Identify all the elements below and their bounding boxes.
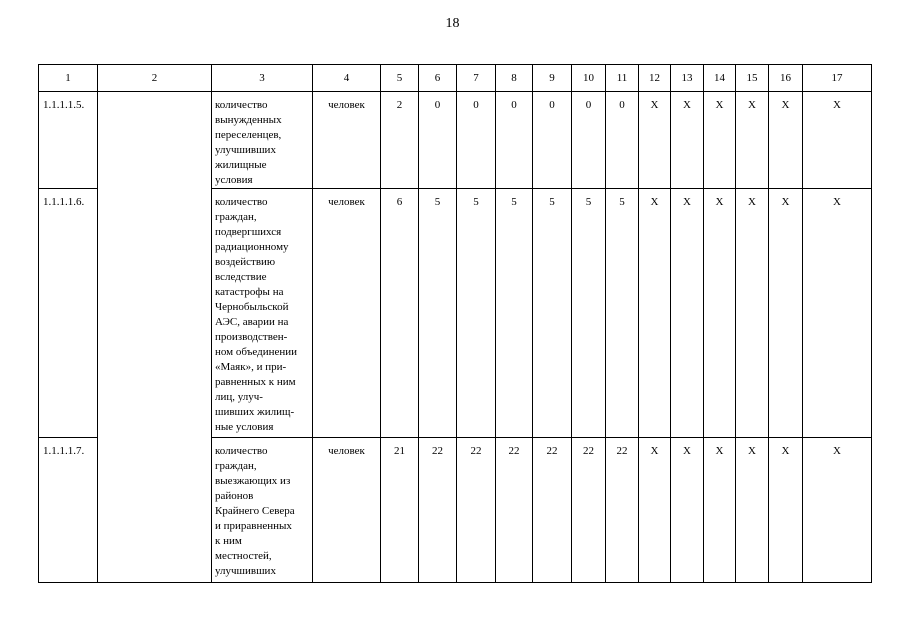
value-cell: X bbox=[704, 189, 736, 438]
name-line: производствен- bbox=[215, 331, 288, 343]
header-cell: 4 bbox=[313, 65, 381, 92]
value-cell: 5 bbox=[533, 189, 572, 438]
row-unit: человек bbox=[313, 189, 381, 438]
value-cell: 5 bbox=[496, 189, 533, 438]
name-line: АЭС, аварии на bbox=[215, 316, 289, 328]
name-line: граждан, bbox=[215, 460, 257, 472]
header-cell: 8 bbox=[496, 65, 533, 92]
header-cell: 17 bbox=[803, 65, 872, 92]
header-cell: 5 bbox=[381, 65, 419, 92]
value-cell: X bbox=[736, 438, 769, 583]
header-row bbox=[39, 65, 872, 92]
value-cell: 6 bbox=[381, 189, 419, 438]
row-name bbox=[212, 92, 313, 189]
value-cell: X bbox=[803, 189, 872, 438]
value-cell: 0 bbox=[572, 92, 606, 189]
value-cell: X bbox=[639, 92, 671, 189]
name-line: улучшивших bbox=[215, 565, 276, 577]
header-cell: 16 bbox=[769, 65, 803, 92]
name-line: выезжающих из bbox=[215, 475, 291, 487]
value-cell: 0 bbox=[606, 92, 639, 189]
header-cell: 10 bbox=[572, 65, 606, 92]
name-line: к ним bbox=[215, 535, 242, 547]
name-line: Крайнего Севера bbox=[215, 505, 295, 517]
name-line: катастрофы на bbox=[215, 286, 284, 298]
name-line: районов bbox=[215, 490, 254, 502]
row-code: 1.1.1.1.7. bbox=[39, 438, 98, 583]
value-cell: 22 bbox=[606, 438, 639, 583]
name-line: лиц, улуч- bbox=[215, 391, 263, 403]
name-line: жилищные bbox=[215, 159, 267, 171]
name-line: количество bbox=[215, 445, 268, 457]
value-cell: X bbox=[803, 92, 872, 189]
header-cell: 11 bbox=[606, 65, 639, 92]
name-line: и приравненных bbox=[215, 520, 292, 532]
value-cell: X bbox=[704, 92, 736, 189]
name-line: вынужденных bbox=[215, 114, 282, 126]
value-cell: X bbox=[639, 438, 671, 583]
value-cell: 22 bbox=[419, 438, 457, 583]
name-line: улучшивших bbox=[215, 144, 276, 156]
value-cell: 5 bbox=[419, 189, 457, 438]
value-cell: 0 bbox=[496, 92, 533, 189]
value-cell: 5 bbox=[606, 189, 639, 438]
value-cell: X bbox=[671, 438, 704, 583]
name-line: воздействию bbox=[215, 256, 276, 268]
value-cell: 22 bbox=[533, 438, 572, 583]
header-cell: 7 bbox=[457, 65, 496, 92]
header-cell: 12 bbox=[639, 65, 671, 92]
header-cell: 15 bbox=[736, 65, 769, 92]
name-line: местностей, bbox=[215, 550, 272, 562]
header-cell: 3 bbox=[212, 65, 313, 92]
name-line: условия bbox=[215, 174, 253, 186]
value-cell: X bbox=[639, 189, 671, 438]
value-cell: 5 bbox=[457, 189, 496, 438]
merged-column-2-cell bbox=[98, 92, 212, 583]
page-number: 18 bbox=[445, 16, 460, 31]
value-cell: 5 bbox=[572, 189, 606, 438]
name-line: переселенцев, bbox=[215, 129, 282, 141]
name-line: шивших жилищ- bbox=[215, 406, 295, 418]
header-cell: 13 bbox=[671, 65, 704, 92]
row-unit: человек bbox=[313, 438, 381, 583]
header-cell: 2 bbox=[98, 65, 212, 92]
value-cell: X bbox=[704, 438, 736, 583]
value-cell: 22 bbox=[572, 438, 606, 583]
name-line: «Маяк», и при- bbox=[215, 361, 287, 373]
name-line: подвергшихся bbox=[215, 226, 282, 238]
value-cell: X bbox=[736, 189, 769, 438]
indicator-table bbox=[38, 64, 872, 583]
value-cell: X bbox=[671, 189, 704, 438]
row-name bbox=[212, 189, 313, 438]
name-line: равненных к ним bbox=[215, 376, 296, 388]
header-cell: 9 bbox=[533, 65, 572, 92]
header-cell: 14 bbox=[704, 65, 736, 92]
row-code: 1.1.1.1.5. bbox=[39, 92, 98, 189]
name-line: радиационному bbox=[215, 241, 289, 253]
value-cell: 2 bbox=[381, 92, 419, 189]
value-cell: 21 bbox=[381, 438, 419, 583]
name-line: Чернобыльской bbox=[215, 301, 289, 313]
value-cell: X bbox=[736, 92, 769, 189]
value-cell: X bbox=[803, 438, 872, 583]
name-line: ном объединении bbox=[215, 346, 298, 358]
name-line: количество bbox=[215, 99, 268, 111]
name-line: количество bbox=[215, 196, 268, 208]
row-code: 1.1.1.1.6. bbox=[39, 189, 98, 438]
table-row bbox=[39, 92, 872, 189]
value-cell: 0 bbox=[419, 92, 457, 189]
value-cell: 22 bbox=[496, 438, 533, 583]
header-cell: 6 bbox=[419, 65, 457, 92]
name-line: вследствие bbox=[215, 271, 267, 283]
header-cell: 1 bbox=[39, 65, 98, 92]
value-cell: X bbox=[769, 189, 803, 438]
value-cell: X bbox=[769, 92, 803, 189]
value-cell: 0 bbox=[533, 92, 572, 189]
value-cell: X bbox=[671, 92, 704, 189]
row-unit: человек bbox=[313, 92, 381, 189]
value-cell: X bbox=[769, 438, 803, 583]
value-cell: 0 bbox=[457, 92, 496, 189]
value-cell: 22 bbox=[457, 438, 496, 583]
name-line: граждан, bbox=[215, 211, 257, 223]
row-name bbox=[212, 438, 313, 583]
name-line: ные условия bbox=[215, 421, 274, 433]
